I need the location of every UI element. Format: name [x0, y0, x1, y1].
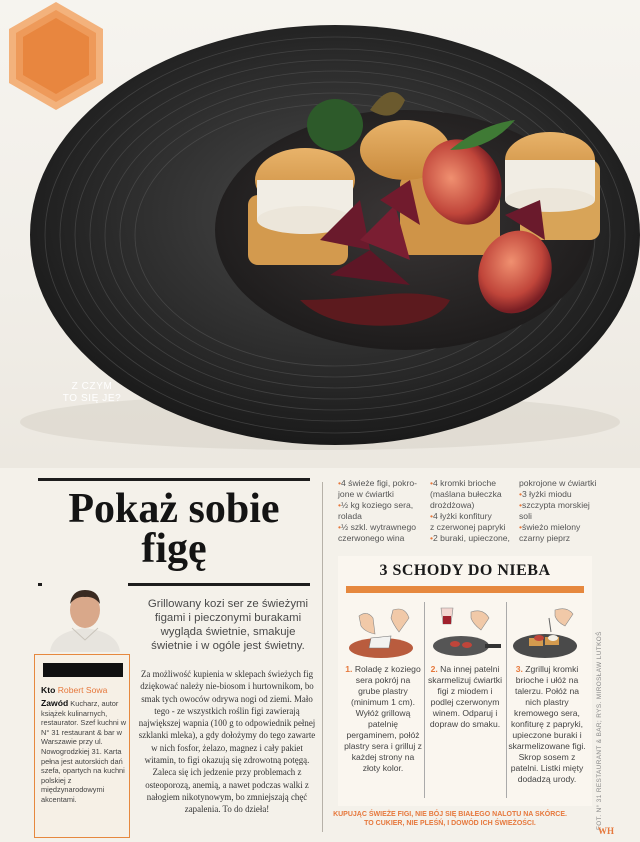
- chef-name-line: [41, 685, 127, 695]
- ingredient-line: •½ szkl. wytrawnego: [338, 522, 417, 532]
- step-3-number: 3.: [515, 664, 523, 674]
- ingredient-line: rolada: [338, 511, 362, 521]
- grill-cheese-illustration-icon: [345, 602, 421, 662]
- photo-credit-text: FOT. N° 31 RESTAURANT & BAR; RYS. MIROSŁAW LUTKOŚ: [596, 631, 603, 830]
- ingredient-line: (maślana bułeczka: [430, 489, 502, 499]
- ingredient-line: czerwonego wina: [338, 533, 405, 543]
- ingredient-line: •świeżo mielony: [519, 522, 581, 532]
- ingredient-line: z czerwonej papryki: [430, 522, 506, 532]
- recipe-step-2: [424, 600, 506, 804]
- step-2-number: 2.: [430, 664, 438, 674]
- ingredient-line: •2 buraki, upieczone,: [430, 533, 510, 543]
- caramelize-figs-illustration-icon: [427, 602, 503, 662]
- chef-who-label: Kto: [41, 685, 56, 695]
- article-title-block: [38, 478, 310, 586]
- steps-orange-bar: [346, 586, 584, 593]
- badge-hexagon: [0, 0, 112, 112]
- step-2-description: Na innej patelni skarmelizuj ćwiartki figi z miodem i podlej czerwonym winem. Odparuj i dopraw do smaku.: [427, 664, 502, 729]
- tip-footnote: KUPUJĄC ŚWIEŻE FIGI, NIE BÓJ SIĘ BIAŁEGO NALOTU NA SKÓRCE. TO CUKIER, NIE PLEŚŃ, I DOWÓD ICH ŚWIEŻOŚCI.: [333, 811, 567, 827]
- ingredient-line: soli: [519, 511, 532, 521]
- chef-info-box: [34, 654, 130, 838]
- ingredients-column-3: [519, 478, 611, 544]
- badge-line1: Z CZYM: [71, 381, 113, 392]
- magazine-logo: WH: [598, 826, 615, 836]
- ingredients-column-1: [338, 478, 428, 544]
- badge-line2: TO SIĘ JE?: [62, 393, 122, 404]
- step-2-text: [426, 664, 504, 730]
- steps-title: 3 SCHODY DO NIEBA: [379, 562, 551, 579]
- title-line2: figę: [141, 526, 207, 572]
- chef-description-text: Kucharz, autor książek kulinarnych, restaurator. Szef kuchni w N° 31 restaurant & bar w Warszawie przy ul. Nowogrodzkiej 31. Karta pełna jest autorskich dań szefa, opartych na kuchni polskiej z międzynarodowymi akcentami.: [41, 699, 127, 804]
- body-paragraph: Za możliwość kupienia w sklepach świeżych fig dziękować należy nie-biosom i hurtownikom, bo smak tych owoców odrywa nogi od ziemi. Mało tego - ze wszystkich roślin figi zawierają największej wapnia (100 g to odpowiednik pełnej szklanki mleka), a gdy dołożymy do tego zawarte w nich fosfor, żelazo, magnez i cały pakiet witamin, to figi okazują się zdrowotną potęgą. Zaleca się ich jedzenie przy problemach z osteoporozą, anemią, a nawet podczas walki z nałogiem nikotynowym, bo zmniejszają chęć zapalenia. To do dzieła!: [138, 669, 316, 815]
- ingredient-line: •4 świeże figi, pokro-: [338, 478, 417, 488]
- badge-label: [36, 381, 148, 405]
- ingredient-line: czarny pieprz: [519, 533, 571, 543]
- chef-profession-label: Zawód: [41, 698, 69, 708]
- plating-illustration-icon: [509, 602, 585, 662]
- chef-redaction-bar: [43, 663, 123, 677]
- photo-credit: [596, 631, 608, 830]
- ingredients-column-2: [430, 478, 522, 544]
- recipe-steps-box: [338, 556, 592, 806]
- ingredient-line: •½ kg koziego sera,: [338, 500, 414, 510]
- step-3-description: Zgrilluj kromki brioche i ułóż na talerzu. Połóż na nich plastry kremowego sera, konfiturę z papryki, upieczone buraki i skarmelizowane figi. Skrop sosem z patelni. Listki mięty dodadzą urody.: [508, 664, 586, 784]
- lead-paragraph: Grillowany kozi ser ze świeżymi figami i pieczonymi burakami wygląda świetnie, smakuje świetnie i w ogóle jest świetny.: [147, 598, 309, 652]
- ingredient-line: drożdżowa): [430, 500, 475, 510]
- chef-portrait-icon: [42, 582, 128, 652]
- article-title: [38, 486, 310, 572]
- title-rule-top: [38, 478, 310, 481]
- recipe-step-3: [506, 600, 588, 804]
- step-1-text: [344, 664, 422, 774]
- ingredient-line: •4 kromki brioche: [430, 478, 497, 488]
- ingredient-line: •3 łyżki miodu: [519, 489, 572, 499]
- title-line1: Pokaż sobie: [68, 486, 280, 532]
- column-divider: [322, 482, 323, 832]
- ingredient-line: pokrojone w ćwiartki: [519, 478, 597, 488]
- ingredient-line: •szczypta morskiej: [519, 500, 590, 510]
- recipe-step-1: [342, 600, 424, 804]
- step-3-text: [508, 664, 586, 785]
- chef-description: [41, 699, 127, 805]
- chef-name: Robert Sowa: [57, 685, 108, 695]
- step-1-number: 1.: [345, 664, 353, 674]
- ingredient-line: jone w ćwiartki: [338, 489, 394, 499]
- step-1-description: Roladę z koziego sera pokrój na grube plastry (minimum 1 cm). Wyłóż grillową patelnię pergaminem, połóż plastry sera i grilluj z każdej strony na złoty kolor.: [344, 664, 422, 773]
- ingredient-line: •4 łyżki konfitury: [430, 511, 492, 521]
